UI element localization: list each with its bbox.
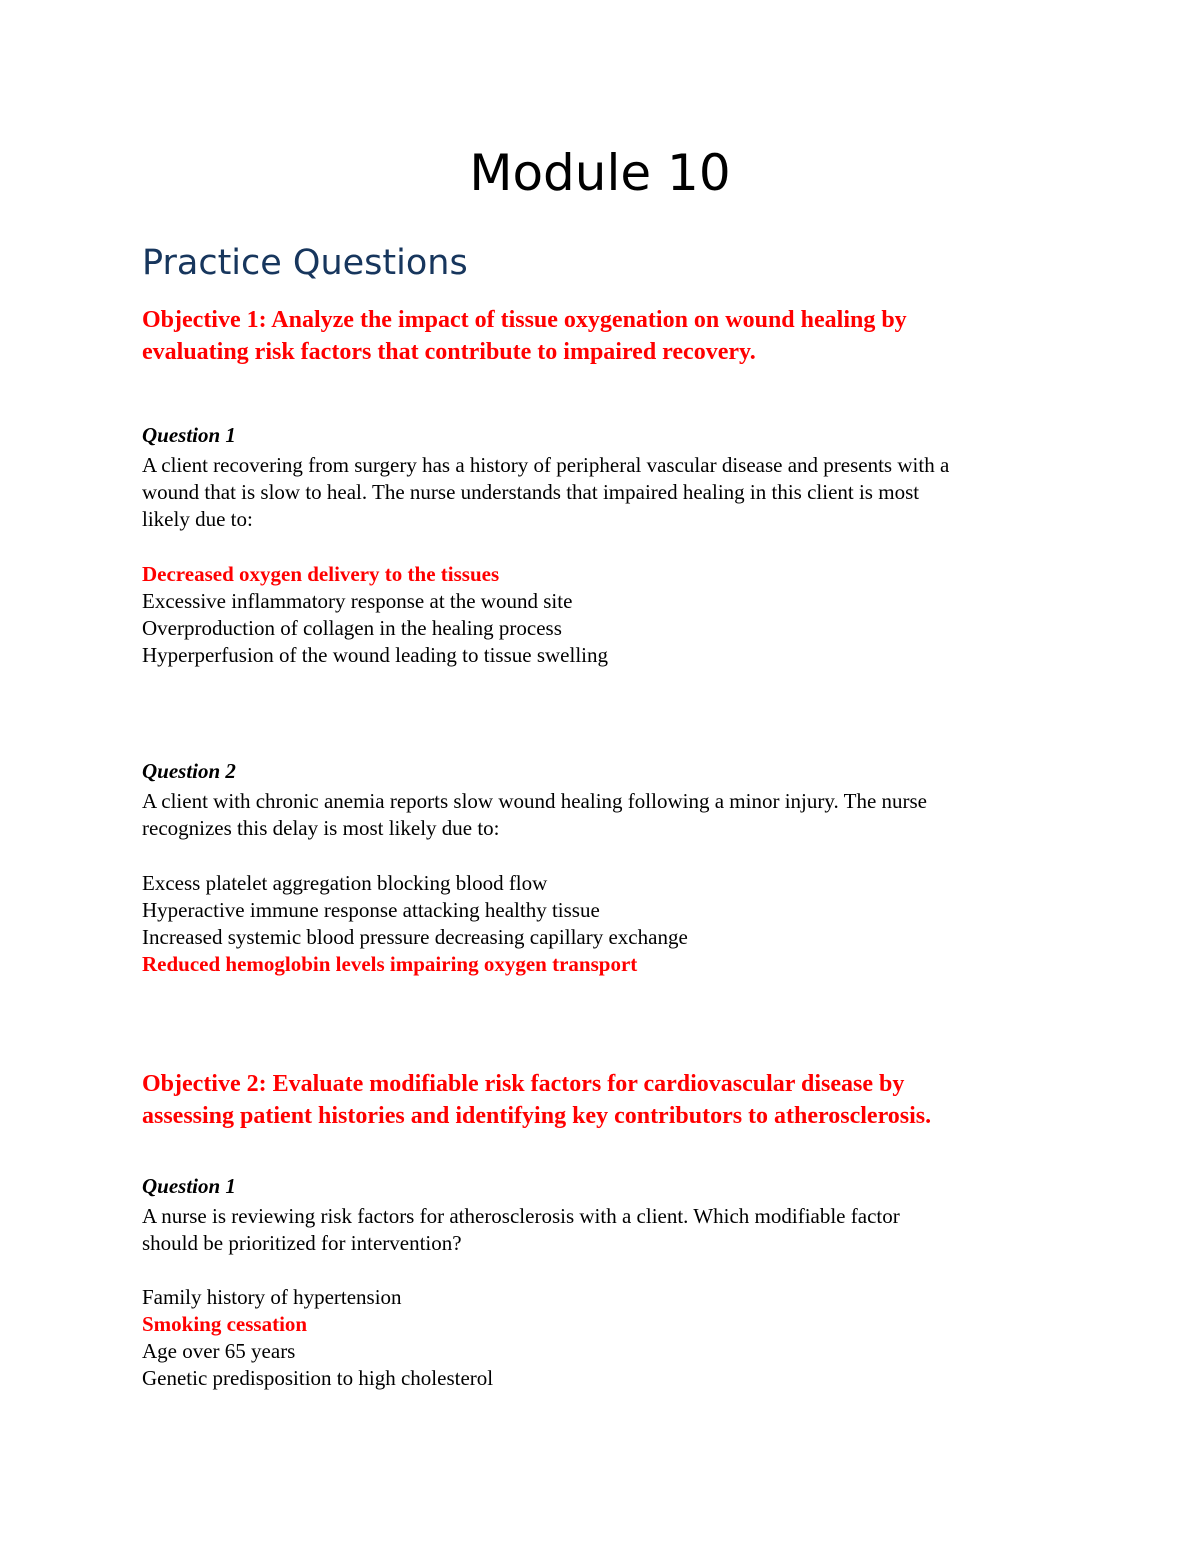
objective-2-question-1-stem [142, 1203, 1072, 1257]
objective-2-heading-line: assessing patient histories and identifying key contributors to atherosclerosis. [142, 1103, 932, 1129]
objective-1-heading [142, 304, 1072, 368]
answer-option-correct: Decreased oxygen delivery to the tissues [142, 562, 500, 586]
objective-1-question-2-label: Question 2 [142, 759, 236, 783]
question-stem-line: likely due to: [142, 507, 253, 531]
answer-option: Family history of hypertension [142, 1285, 402, 1309]
objective-1-question-1-options [142, 561, 1072, 669]
objective-1-question-1-stem [142, 452, 1072, 533]
objective-1-heading-line: Objective 1: Analyze the impact of tissue oxygenation on wound healing by [142, 307, 907, 333]
question-stem-line: A nurse is reviewing risk factors for atherosclerosis with a client. Which modifiable factor [142, 1204, 900, 1228]
answer-option: Excessive inflammatory response at the wound site [142, 589, 573, 613]
answer-option: Increased systemic blood pressure decreasing capillary exchange [142, 925, 688, 949]
answer-option-correct: Reduced hemoglobin levels impairing oxygen transport [142, 952, 638, 976]
objective-2-heading-line: Objective 2: Evaluate modifiable risk factors for cardiovascular disease by [142, 1071, 905, 1097]
answer-option-correct: Smoking cessation [142, 1312, 308, 1336]
objective-1-question-2-options [142, 870, 1072, 978]
question-stem-line: should be prioritized for intervention? [142, 1231, 462, 1255]
answer-option: Hyperperfusion of the wound leading to tissue swelling [142, 643, 608, 667]
answer-option: Genetic predisposition to high cholesterol [142, 1366, 494, 1390]
question-stem-line: A client recovering from surgery has a history of peripheral vascular disease and presents with a [142, 453, 950, 477]
objective-2-question-1-label: Question 1 [142, 1174, 236, 1198]
question-stem-line: wound that is slow to heal. The nurse understands that impaired healing in this client is most [142, 480, 920, 504]
answer-option: Excess platelet aggregation blocking blood flow [142, 871, 548, 895]
objective-1-question-2-stem [142, 788, 1072, 842]
objective-1-question-1-label: Question 1 [142, 423, 236, 447]
page-title: Module 10 [469, 144, 731, 202]
objective-2-question-1-options [142, 1284, 1072, 1392]
answer-option: Overproduction of collagen in the healing process [142, 616, 562, 640]
answer-option: Age over 65 years [142, 1339, 296, 1363]
question-stem-line: A client with chronic anemia reports slow wound healing following a minor injury. The nurse [142, 789, 927, 813]
objective-1-heading-line: evaluating risk factors that contribute to impaired recovery. [142, 339, 756, 365]
objective-2-heading [142, 1068, 1072, 1132]
answer-option: Hyperactive immune response attacking healthy tissue [142, 898, 600, 922]
page-subtitle: Practice Questions [142, 243, 468, 283]
question-stem-line: recognizes this delay is most likely due to: [142, 816, 500, 840]
